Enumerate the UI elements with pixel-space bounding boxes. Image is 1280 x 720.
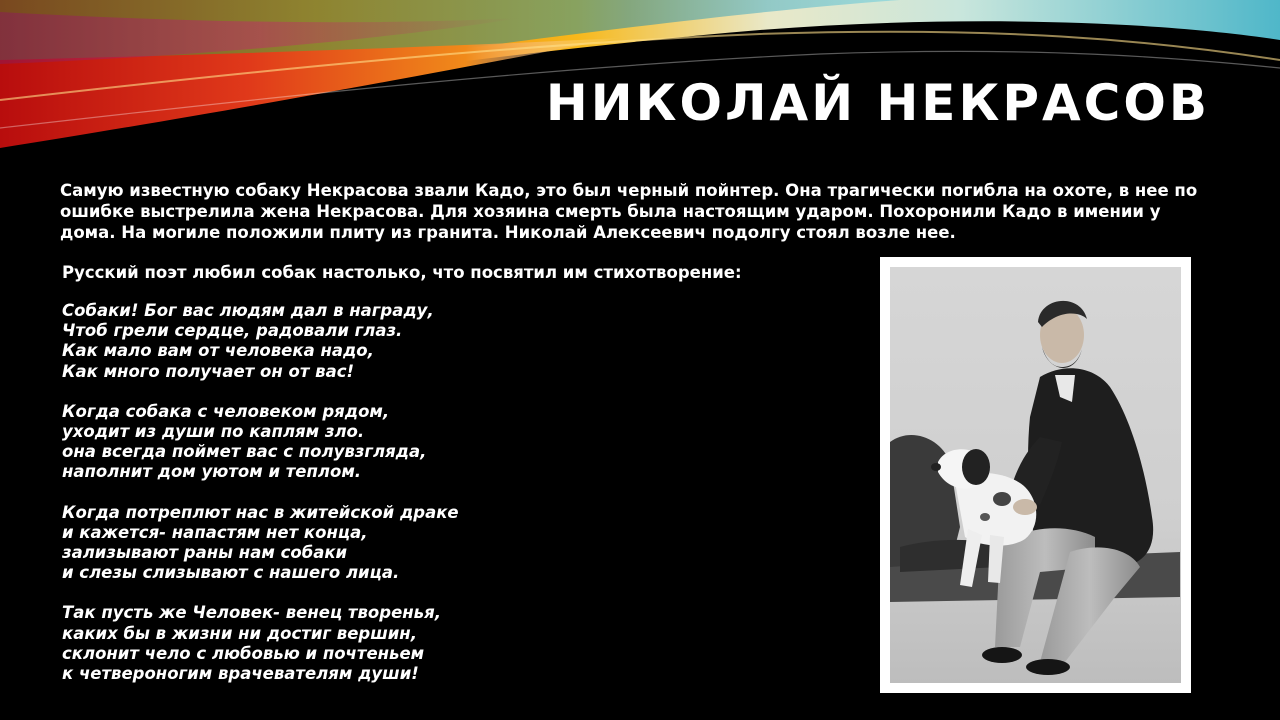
poem-line: Так пусть же Человек- венец творенья, bbox=[62, 603, 441, 623]
poem-line: она всегда поймет вас с полувзгляда, bbox=[62, 442, 427, 462]
poem-line: склонит чело с любовью и почтеньем bbox=[62, 643, 425, 663]
poem-line: и кажется- напастям нет конца, bbox=[62, 522, 368, 542]
poem-line: Когда потреплют нас в житейской драке bbox=[62, 502, 459, 522]
poem-line: к четвероногим врачевателям души! bbox=[62, 664, 419, 684]
poem-line: зализывают раны нам собаки bbox=[62, 543, 348, 563]
poem-line: наполнит дом уютом и теплом. bbox=[62, 462, 362, 482]
poem-line: Чтоб грели сердце, радовали глаз. bbox=[62, 321, 403, 341]
portrait-photo-frame bbox=[880, 257, 1191, 693]
poem-line: Собаки! Бог вас людям дал в награду, bbox=[62, 301, 434, 320]
poem-line: каких бы в жизни ни достиг вершин, bbox=[62, 623, 417, 643]
slide-title: НИКОЛАЙ НЕКРАСОВ bbox=[545, 74, 1210, 132]
poem-stanza bbox=[62, 402, 842, 483]
poem-stanza bbox=[62, 301, 842, 382]
poem-line: уходит из души по каплям зло. bbox=[62, 422, 365, 442]
poem-line: Как мало вам от человека надо, bbox=[62, 341, 374, 361]
poem-stanza bbox=[62, 603, 842, 684]
intro-paragraph: Самую известную собаку Некрасова звали Кадо, это был черный пойнтер. Она трагически погибла на охоте, в нее по ошибке выстрелила жена Некрасова. Для хозяина смерть была настоящим ударом. Похоронили Кадо в имении у дома. На могиле положили плиту из гранита. Николай Алексеевич подолгу стоял возле нее. bbox=[60, 181, 1198, 242]
poem-lead-in: Русский поэт любил собак настолько, что посвятил им стихотворение: bbox=[62, 263, 742, 282]
poem-line: Когда собака с человеком рядом, bbox=[62, 401, 390, 421]
poem-line: Как много получает он от вас! bbox=[62, 361, 355, 381]
poem-stanza bbox=[62, 503, 842, 584]
poem bbox=[62, 301, 842, 704]
poem-line: и слезы слизывают с нашего лица. bbox=[62, 563, 400, 583]
portrait-photo bbox=[890, 267, 1181, 683]
